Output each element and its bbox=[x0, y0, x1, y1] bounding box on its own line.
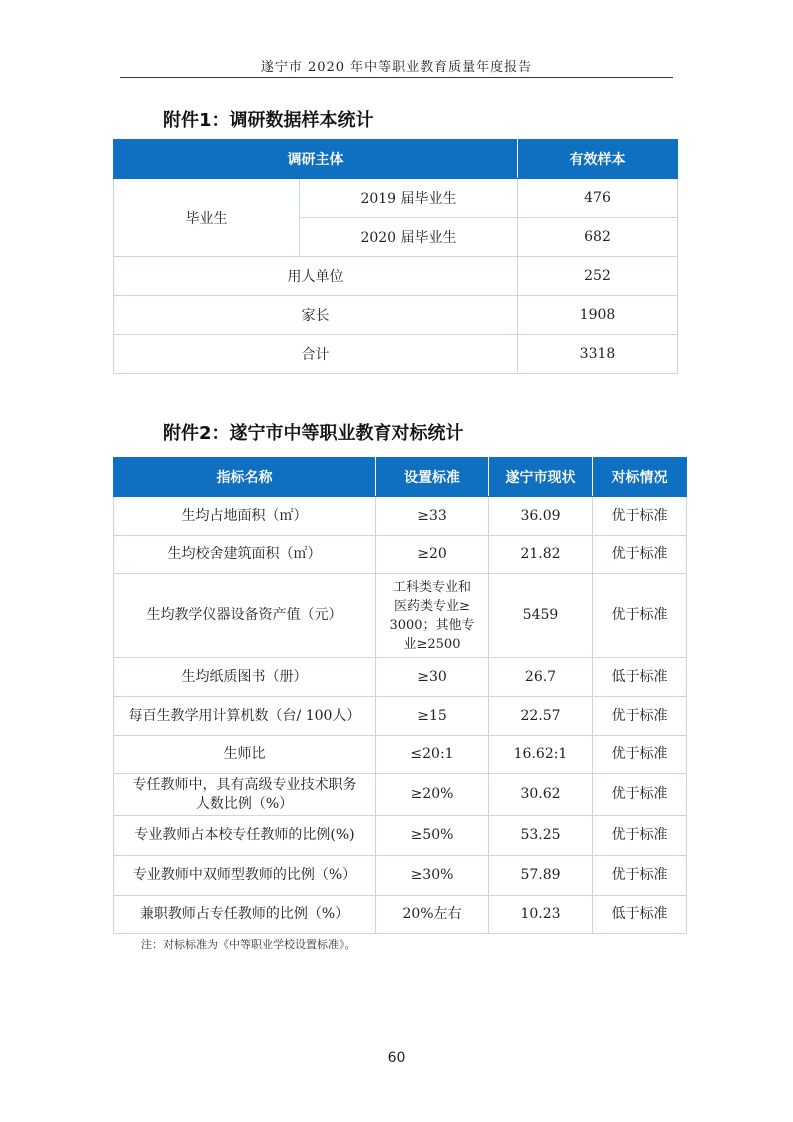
indicator-name: 专业教师中双师型教师的比例（%） bbox=[114, 856, 376, 896]
indicator-status: 10.23 bbox=[489, 896, 593, 934]
indicator-result: 优于标准 bbox=[593, 497, 687, 536]
table-row bbox=[114, 697, 687, 736]
row-label: 合计 bbox=[114, 335, 518, 374]
indicator-status: 5459 bbox=[489, 574, 593, 658]
table-row bbox=[114, 658, 687, 697]
indicator-name: 专业教师占本校专任教师的比例(%) bbox=[114, 816, 376, 856]
indicator-status: 53.25 bbox=[489, 816, 593, 856]
indicator-standard: ≥33 bbox=[376, 497, 489, 536]
indicator-name: 生均教学仪器设备资产值（元） bbox=[114, 574, 376, 658]
indicator-result: 优于标准 bbox=[593, 856, 687, 896]
indicator-standard: ≥20 bbox=[376, 536, 489, 574]
table-row bbox=[114, 574, 687, 658]
header-rule bbox=[120, 77, 673, 78]
indicator-status: 22.57 bbox=[489, 697, 593, 736]
appendix1-title: 附件1：调研数据样本统计 bbox=[163, 110, 374, 131]
benchmark-statistics-table bbox=[113, 457, 687, 934]
column-header: 调研主体 bbox=[114, 140, 518, 179]
indicator-standard: ≥50% bbox=[376, 816, 489, 856]
indicator-name: 生均占地面积（㎡） bbox=[114, 497, 376, 536]
sample-statistics-table bbox=[113, 139, 678, 374]
indicator-result: 优于标准 bbox=[593, 736, 687, 774]
table-row bbox=[114, 816, 687, 856]
indicator-standard: ≥30% bbox=[376, 856, 489, 896]
graduates-group-label: 毕业生 bbox=[114, 179, 300, 257]
indicator-standard: ≥15 bbox=[376, 697, 489, 736]
table-row bbox=[114, 497, 687, 536]
table-row bbox=[114, 296, 678, 335]
row-value: 1908 bbox=[518, 296, 678, 335]
row-label: 用人单位 bbox=[114, 257, 518, 296]
table-row bbox=[114, 257, 678, 296]
column-header: 遂宁市现状 bbox=[489, 458, 593, 497]
table-row bbox=[114, 856, 687, 896]
column-header: 有效样本 bbox=[518, 140, 678, 179]
row-label: 2019 届毕业生 bbox=[300, 179, 518, 218]
indicator-result: 优于标准 bbox=[593, 574, 687, 658]
table-note: 注：对标标准为《中等职业学校设置标准》。 bbox=[141, 938, 356, 951]
row-value: 476 bbox=[518, 179, 678, 218]
page-number: 60 bbox=[387, 1050, 406, 1066]
column-header: 指标名称 bbox=[114, 458, 376, 497]
indicator-result: 优于标准 bbox=[593, 697, 687, 736]
table-row bbox=[114, 736, 687, 774]
table-header-row bbox=[114, 458, 687, 497]
indicator-result: 优于标准 bbox=[593, 816, 687, 856]
indicator-result: 优于标准 bbox=[593, 774, 687, 816]
indicator-result: 优于标准 bbox=[593, 536, 687, 574]
table-row bbox=[114, 335, 678, 374]
indicator-name: 生均校舍建筑面积（㎡） bbox=[114, 536, 376, 574]
indicator-status: 16.62:1 bbox=[489, 736, 593, 774]
column-header: 设置标准 bbox=[376, 458, 489, 497]
row-value: 3318 bbox=[518, 335, 678, 374]
running-header: 遂宁市 2020 年中等职业教育质量年度报告 bbox=[260, 60, 533, 75]
indicator-status: 30.62 bbox=[489, 774, 593, 816]
table-row bbox=[114, 896, 687, 934]
indicator-standard: 20%左右 bbox=[376, 896, 489, 934]
indicator-standard: ≥20% bbox=[376, 774, 489, 816]
row-value: 252 bbox=[518, 257, 678, 296]
row-label: 2020 届毕业生 bbox=[300, 218, 518, 257]
table-row bbox=[114, 774, 687, 816]
indicator-result: 低于标准 bbox=[593, 896, 687, 934]
indicator-status: 26.7 bbox=[489, 658, 593, 697]
indicator-result: 低于标准 bbox=[593, 658, 687, 697]
appendix2-title: 附件2：遂宁市中等职业教育对标统计 bbox=[163, 423, 464, 444]
table-header-row bbox=[114, 140, 678, 179]
indicator-standard: 工科类专业和 医药类专业≥ 3000；其他专 业≥2500 bbox=[376, 574, 489, 658]
indicator-name: 每百生教学用计算机数（台/ 100人） bbox=[114, 697, 376, 736]
indicator-name: 专任教师中，具有高级专业技术职务 人数比例（%） bbox=[114, 774, 376, 816]
indicator-status: 36.09 bbox=[489, 497, 593, 536]
indicator-status: 21.82 bbox=[489, 536, 593, 574]
indicator-name: 兼职教师占专任教师的比例（%） bbox=[114, 896, 376, 934]
indicator-name: 生师比 bbox=[114, 736, 376, 774]
row-label: 家长 bbox=[114, 296, 518, 335]
column-header: 对标情况 bbox=[593, 458, 687, 497]
indicator-standard: ≥30 bbox=[376, 658, 489, 697]
row-value: 682 bbox=[518, 218, 678, 257]
table-row bbox=[114, 536, 687, 574]
indicator-standard: ≤20:1 bbox=[376, 736, 489, 774]
table-row bbox=[114, 179, 678, 218]
indicator-name: 生均纸质图书（册） bbox=[114, 658, 376, 697]
indicator-status: 57.89 bbox=[489, 856, 593, 896]
